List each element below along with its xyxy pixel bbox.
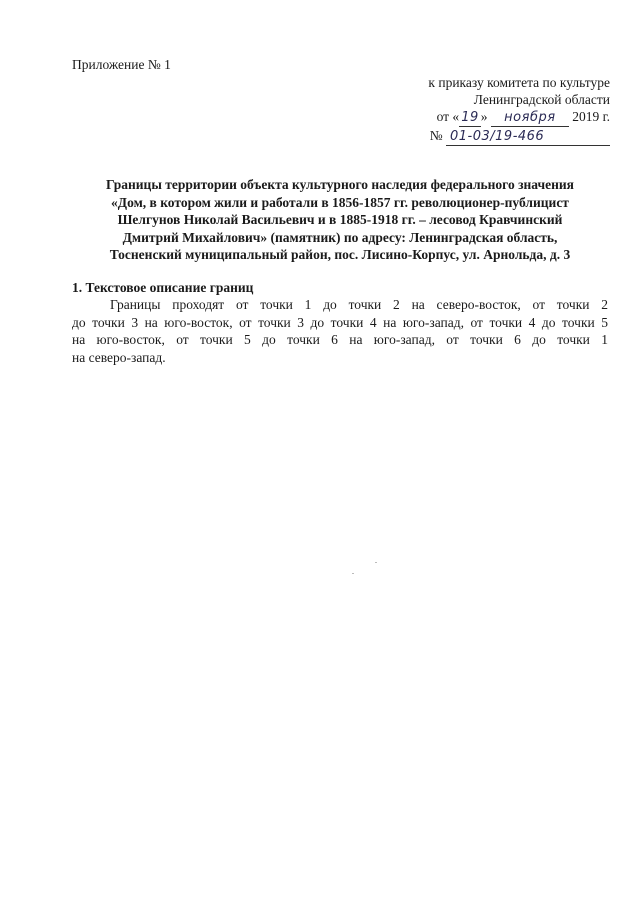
order-number bbox=[428, 127, 610, 146]
number-prefix: № bbox=[429, 128, 443, 143]
paragraph-line: Границы проходят от точки 1 до точки 2 на северо-восток, от точки 2 bbox=[110, 297, 608, 312]
document-title bbox=[72, 176, 608, 264]
order-reference bbox=[428, 74, 610, 146]
section-heading: 1. Текстовое описание границ bbox=[72, 280, 254, 295]
title-line: Границы территории объекта культурного наследия федерального значения bbox=[106, 177, 574, 192]
date-suffix: 2019 г. bbox=[572, 109, 610, 124]
title-line: «Дом, в котором жили и работали в 1856-1857 гг. революционер-публицист bbox=[111, 194, 569, 210]
date-prefix: от « bbox=[436, 109, 460, 124]
scan-speck bbox=[375, 562, 377, 563]
boundary-description bbox=[72, 296, 608, 366]
handwritten-day: 19 bbox=[461, 110, 479, 125]
order-line-committee: к приказу комитета по культуре bbox=[428, 75, 610, 90]
date-mid: » bbox=[480, 109, 488, 124]
paragraph-line: до точки 3 на юго-восток, от точки 3 до точки 4 на юго-запад, от точки 4 до точки 5 bbox=[72, 314, 608, 330]
paragraph-line: на северо-запад. bbox=[72, 349, 166, 365]
order-date bbox=[428, 108, 610, 127]
appendix-label: Приложение № 1 bbox=[72, 57, 171, 72]
handwritten-number: 01-03/19-466 bbox=[446, 128, 610, 146]
handwritten-month: ноября bbox=[491, 109, 569, 127]
title-line: Тосненский муниципальный район, пос. Лисино-Корпус, ул. Арнольда, д. 3 bbox=[109, 247, 571, 262]
title-line: Дмитрий Михайлович» (памятник) по адресу: Ленинградская область, bbox=[122, 229, 558, 245]
order-line-region: Ленинградской области bbox=[473, 92, 610, 107]
scan-speck bbox=[352, 573, 354, 574]
paragraph-line: на юго-восток, от точки 5 до точки 6 на юго-запад, от точки 6 до точки 1 bbox=[72, 332, 608, 347]
title-line: Шелгунов Николай Васильевич и в 1885-1918 гг. – лесовод Кравчинский bbox=[117, 212, 563, 227]
